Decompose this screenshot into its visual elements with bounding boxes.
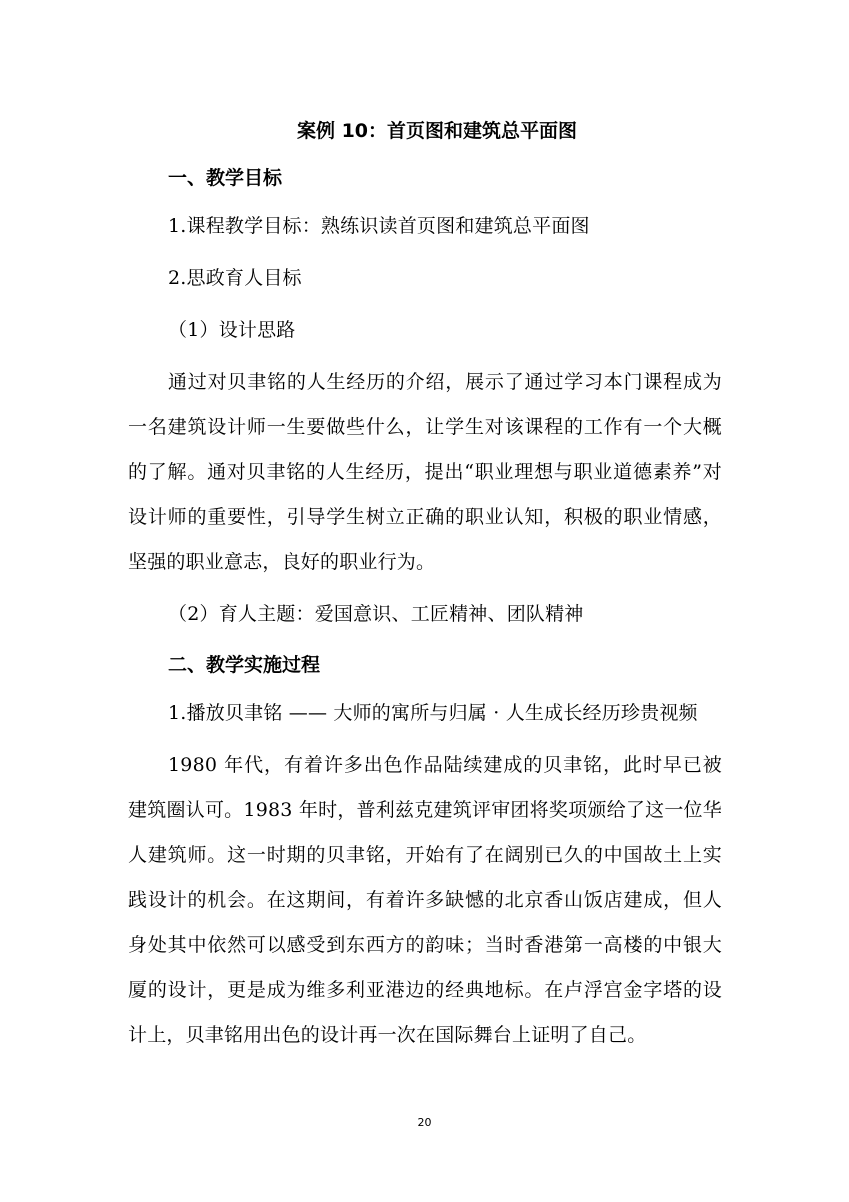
section-heading-objectives: 一、教学目标 [168, 167, 283, 189]
paragraph-biography: 1980 年代，有着许多出色作品陆续建成的贝聿铭，此时早已被建筑圈认可。1983 年时，普利兹克建筑评审团将奖项颁给了这一位华人建筑师。这一时期的贝聿铭，开始有了在阔别已久的中国故土上实践设计的机会。在这期间，有着许多缺憾的北京香山饭店建成，但人身处其中依然可以感受到东西方的韵味；当时香港第一高楼的中银大厦的设计，更是成为维多利亚港边的经典地标。在卢浮宫金字塔的设计上，贝聿铭用出色的设计再一次在国际舞台上证明了自己。 [128, 754, 722, 1046]
paragraph-video-item: 1.播放贝聿铭 —— 大师的寓所与归属 · 人生成长经历珍贵视频 [168, 702, 698, 724]
paragraph-course-objective: 1.课程教学目标：熟练识读首页图和建筑总平面图 [168, 215, 590, 237]
paragraph-ideological-objective: 2.思政育人目标 [168, 267, 302, 289]
page-content [128, 112, 722, 1058]
document-title: 案例 10：首页图和建筑总平面图 [296, 120, 578, 142]
page-number: 20 [417, 1116, 432, 1129]
paragraph-design-idea-label: （1）设计思路 [168, 319, 296, 341]
paragraph-education-theme: （2）育人主题：爱国意识、工匠精神、团队精神 [168, 603, 584, 625]
section-heading-process: 二、教学实施过程 [168, 654, 321, 676]
paragraph-design-idea-body: 通过对贝聿铭的人生经历的介绍，展示了通过学习本门课程成为一名建筑设计师一生要做些什么，让学生对该课程的工作有一个大概的了解。通对贝聿铭的人生经历，提出“职业理想与职业道德素养”对设计师的重要性，引导学生树立正确的职业认知，积极的职业情感，坚强的职业意志，良好的职业行为。 [128, 371, 722, 573]
